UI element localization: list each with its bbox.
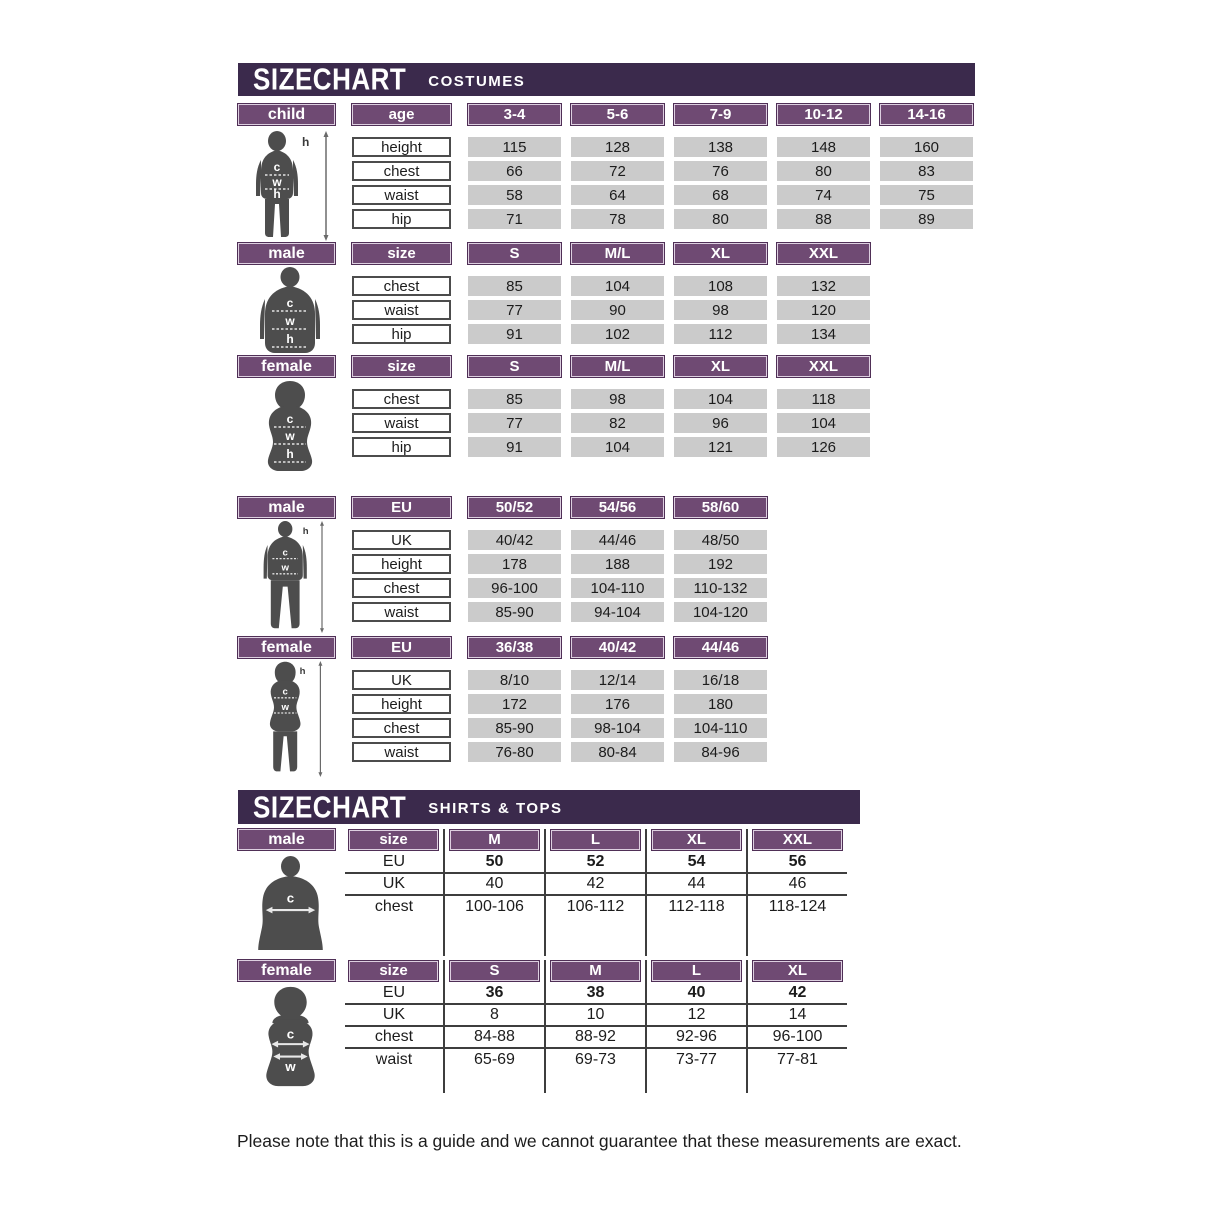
value-cell: 160 [880,137,973,157]
value-cell: 121 [674,437,767,457]
waist-letter: w [281,701,289,713]
size-col-chip: XXL [777,356,870,377]
costumes-female-eu-section [238,637,777,766]
male-chip: male [238,829,335,850]
male-full-silhouette [250,521,330,633]
value-cell: 110-132 [674,578,767,598]
table-row [352,694,777,714]
female-full-silhouette [250,661,330,777]
waist-letter: w [285,1058,296,1074]
value-cell: 80-84 [571,742,664,762]
value-cell: 52 [544,852,645,874]
row-label: height [352,694,451,714]
value-cell: 76 [674,161,767,181]
waist-letter: w [272,175,282,189]
value-cell: 98-104 [571,718,664,738]
size-col-chip: 54/56 [571,497,664,518]
male-upper-torso-silhouette [238,855,343,950]
female-chip: female [238,637,335,658]
row-label: waist [352,742,451,762]
table-row [352,530,777,550]
child-chip: child [238,104,335,125]
size-col-chip: 36/38 [468,637,561,658]
child-table [352,104,983,233]
grid-spacer [544,918,645,956]
value-cell: 115 [468,137,561,157]
value-cell: 75 [880,185,973,205]
value-cell: 64 [571,185,664,205]
female-chip: female [238,960,335,981]
value-cell: 42 [746,983,847,1005]
value-cell: 84-96 [674,742,767,762]
value-cell: 98 [674,300,767,320]
female-eu-table [352,637,777,766]
value-cell: 36 [443,983,544,1005]
value-cell: 40 [443,874,544,896]
size-col-chip: 50/52 [468,497,561,518]
size-col-chip: 14-16 [880,104,973,125]
shirts-female-left-column [238,960,345,1093]
row-label: hip [352,324,451,344]
size-col-chip: 10-12 [777,104,870,125]
height-letter: h [299,665,306,677]
value-cell: 80 [777,161,870,181]
value-cell: 134 [777,324,870,344]
value-cell: 104 [777,413,870,433]
value-cell: 54 [645,852,746,874]
female-chip: female [238,356,335,377]
table-row [352,209,983,229]
size-col-chip: 7-9 [674,104,767,125]
header-cell [746,829,847,852]
table-row [352,718,777,738]
chest-letter: c [286,890,295,906]
header-cell [443,829,544,852]
value-cell: 96 [674,413,767,433]
value-cell: 126 [777,437,870,457]
age-header-chip: age [352,104,451,125]
size-col-chip: XL [674,356,767,377]
male-table [352,243,880,348]
value-cell: 104-110 [674,718,767,738]
shirts-female-table [345,960,847,1093]
value-cell: 118 [777,389,870,409]
size-header-chip: size [352,243,451,264]
size-header-chip: size [349,830,438,850]
chest-letter: c [273,160,281,174]
value-cell: 8 [443,1005,544,1027]
value-cell: 85 [468,389,561,409]
header-cell [345,829,443,852]
value-cell: 96-100 [468,578,561,598]
shirts-male-table [345,829,847,956]
value-cell: 92-96 [645,1027,746,1049]
costumes-banner-title: SIZECHART [253,61,407,97]
value-cell: 120 [777,300,870,320]
value-cell: 180 [674,694,767,714]
value-cell: 77-81 [746,1049,847,1071]
costumes-male-eu-section [238,497,777,626]
value-cell: 104-110 [571,578,664,598]
value-cell: 84-88 [443,1027,544,1049]
value-cell: 138 [674,137,767,157]
male-eu-left-column [238,497,335,626]
value-cell: 42 [544,874,645,896]
value-cell: 106-112 [544,896,645,918]
size-col-chip: 3-4 [468,104,561,125]
grid-spacer [443,1071,544,1093]
table-row [352,161,983,181]
size-col-chip: 40/42 [571,637,664,658]
value-cell: 78 [571,209,664,229]
male-torso-silhouette [240,267,340,355]
value-cell: 58 [468,185,561,205]
row-label: waist [375,1051,413,1068]
value-cell: 132 [777,276,870,296]
value-cell: 96-100 [746,1027,847,1049]
row-label: chest [352,276,451,296]
row-label: UK [345,1005,443,1027]
size-col-chip: M [450,830,539,850]
value-cell: 104 [674,389,767,409]
value-cell: 73-77 [645,1049,746,1071]
row-label: waist [352,300,451,320]
value-cell: 38 [544,983,645,1005]
table-row [352,413,880,433]
hip-letter: h [286,332,294,346]
value-cell: 40 [645,983,746,1005]
grid-spacer [645,1071,746,1093]
grid-spacer [746,1071,847,1093]
row-label: waist [352,185,451,205]
value-cell: 90 [571,300,664,320]
value-cell: 98 [571,389,664,409]
female-upper-torso-silhouette [238,985,343,1088]
size-col-chip: 5-6 [571,104,664,125]
row-label: hip [352,209,451,229]
table-row [352,276,880,296]
grid-spacer [345,918,443,956]
grid-spacer [645,918,746,956]
table-row [352,437,880,457]
value-cell: 176 [571,694,664,714]
value-cell: 192 [674,554,767,574]
value-cell: 85-90 [468,718,561,738]
value-cell: 104 [571,437,664,457]
male-chip: male [238,497,335,518]
grid-spacer [443,918,544,956]
value-cell: 12/14 [571,670,664,690]
size-col-chip: XL [674,243,767,264]
header-cell [544,829,645,852]
value-cell: 100-106 [443,896,544,918]
row-label: chest [352,718,451,738]
value-cell: 77 [468,413,561,433]
costumes-child-section [238,104,983,233]
value-cell: 71 [468,209,561,229]
table-row [352,554,777,574]
row-label: UK [345,874,443,896]
size-col-chip: M/L [571,243,664,264]
value-cell: 104-120 [674,602,767,622]
size-col-chip: XXL [753,830,842,850]
shirts-female-section [238,960,847,1093]
value-cell: 46 [746,874,847,896]
value-cell: 94-104 [571,602,664,622]
value-cell: 102 [571,324,664,344]
table-row [352,324,880,344]
chest-letter: c [282,547,288,559]
size-col-chip: 44/46 [674,637,767,658]
chest-letter: c [286,412,294,426]
value-cell: 77 [468,300,561,320]
row-label: chest [374,898,414,915]
waist-letter: w [281,562,289,574]
row-label: EU [345,852,443,874]
header-cell [443,960,544,983]
grid-spacer [746,918,847,956]
row-label: UK [352,530,451,550]
chest-letter: c [286,1026,295,1042]
waist-letter: w [285,429,295,443]
size-col-chip: L [652,961,741,981]
value-cell: 82 [571,413,664,433]
table-row [352,602,777,622]
costumes-female-section [238,356,880,461]
child-silhouette [238,130,338,242]
row-label: waist [352,602,451,622]
value-cell: 68 [674,185,767,205]
table-row [352,578,777,598]
value-cell: 85-90 [468,602,561,622]
row-label: chest [352,389,451,409]
header-cell [544,960,645,983]
value-cell: 74 [777,185,870,205]
size-col-chip: XXL [777,243,870,264]
row-label: UK [352,670,451,690]
shirts-male-left-column [238,829,345,956]
table-row [352,389,880,409]
chest-letter: c [286,296,294,310]
size-header-chip: size [349,961,438,981]
child-left-column [238,104,335,233]
table-row [352,300,880,320]
value-cell: 172 [468,694,561,714]
size-header-chip: size [352,356,451,377]
hip-letter: h [273,187,281,201]
value-cell: 104 [571,276,664,296]
grid-spacer [544,1071,645,1093]
table-row [352,670,777,690]
value-cell: 88 [777,209,870,229]
row-label: chest [352,578,451,598]
size-col-chip: XL [652,830,741,850]
table-row [352,742,777,762]
shirts-banner [238,790,860,824]
value-cell: 91 [468,324,561,344]
row-label: height [352,137,451,157]
size-col-chip: 58/60 [674,497,767,518]
female-torso-silhouette [240,380,340,474]
value-cell: 8/10 [468,670,561,690]
value-cell: 72 [571,161,664,181]
value-cell: 50 [443,852,544,874]
chest-letter: c [282,686,288,698]
row-label: EU [345,983,443,1005]
shirts-male-section [238,829,847,956]
female-table [352,356,880,461]
value-cell: 88-92 [544,1027,645,1049]
row-label: chest [352,161,451,181]
female-left-column [238,356,335,461]
value-cell: 44/46 [571,530,664,550]
value-cell: 69-73 [544,1049,645,1071]
size-col-chip: M/L [571,356,664,377]
eu-header-chip: EU [352,497,451,518]
value-cell: 66 [468,161,561,181]
shirts-banner-subtitle: SHIRTS & TOPS [428,800,563,817]
value-cell: 178 [468,554,561,574]
value-cell: 65-69 [443,1049,544,1071]
size-col-chip: XL [753,961,842,981]
waist-letter: w [285,314,295,328]
value-cell: 128 [571,137,664,157]
height-letter: h [302,135,310,149]
value-cell: 85 [468,276,561,296]
value-cell: 12 [645,1005,746,1027]
value-cell: 16/18 [674,670,767,690]
footer-note: Please note that this is a guide and we cannot guarantee that these measurements are exact. [237,1131,962,1151]
value-cell: 112 [674,324,767,344]
value-cell: 89 [880,209,973,229]
female-eu-left-column [238,637,335,766]
value-cell: 188 [571,554,664,574]
value-cell: 14 [746,1005,847,1027]
size-col-chip: S [468,356,561,377]
row-label: waist [352,413,451,433]
value-cell: 56 [746,852,847,874]
value-cell: 44 [645,874,746,896]
table-row [352,185,983,205]
value-cell: 10 [544,1005,645,1027]
costumes-banner [238,63,975,96]
header-cell [746,960,847,983]
size-col-chip: L [551,830,640,850]
costumes-male-section [238,243,880,348]
header-cell [645,960,746,983]
male-eu-table [352,497,777,626]
value-cell: 118-124 [746,896,847,918]
size-col-chip: S [450,961,539,981]
hip-letter: h [286,447,294,461]
row-label: chest [345,1027,443,1049]
row-label: hip [352,437,451,457]
value-cell: 80 [674,209,767,229]
grid-spacer [345,1071,443,1093]
header-cell [645,829,746,852]
size-col-chip: M [551,961,640,981]
male-chip: male [238,243,335,264]
table-row [352,137,983,157]
male-left-column [238,243,335,348]
header-cell [345,960,443,983]
value-cell: 112-118 [645,896,746,918]
row-label: height [352,554,451,574]
value-cell: 91 [468,437,561,457]
value-cell: 83 [880,161,973,181]
size-col-chip: S [468,243,561,264]
height-letter: h [302,525,309,537]
costumes-banner-subtitle: COSTUMES [428,72,526,90]
value-cell: 148 [777,137,870,157]
value-cell: 76-80 [468,742,561,762]
value-cell: 108 [674,276,767,296]
value-cell: 48/50 [674,530,767,550]
shirts-banner-title: SIZECHART [253,788,407,825]
value-cell: 40/42 [468,530,561,550]
eu-header-chip: EU [352,637,451,658]
